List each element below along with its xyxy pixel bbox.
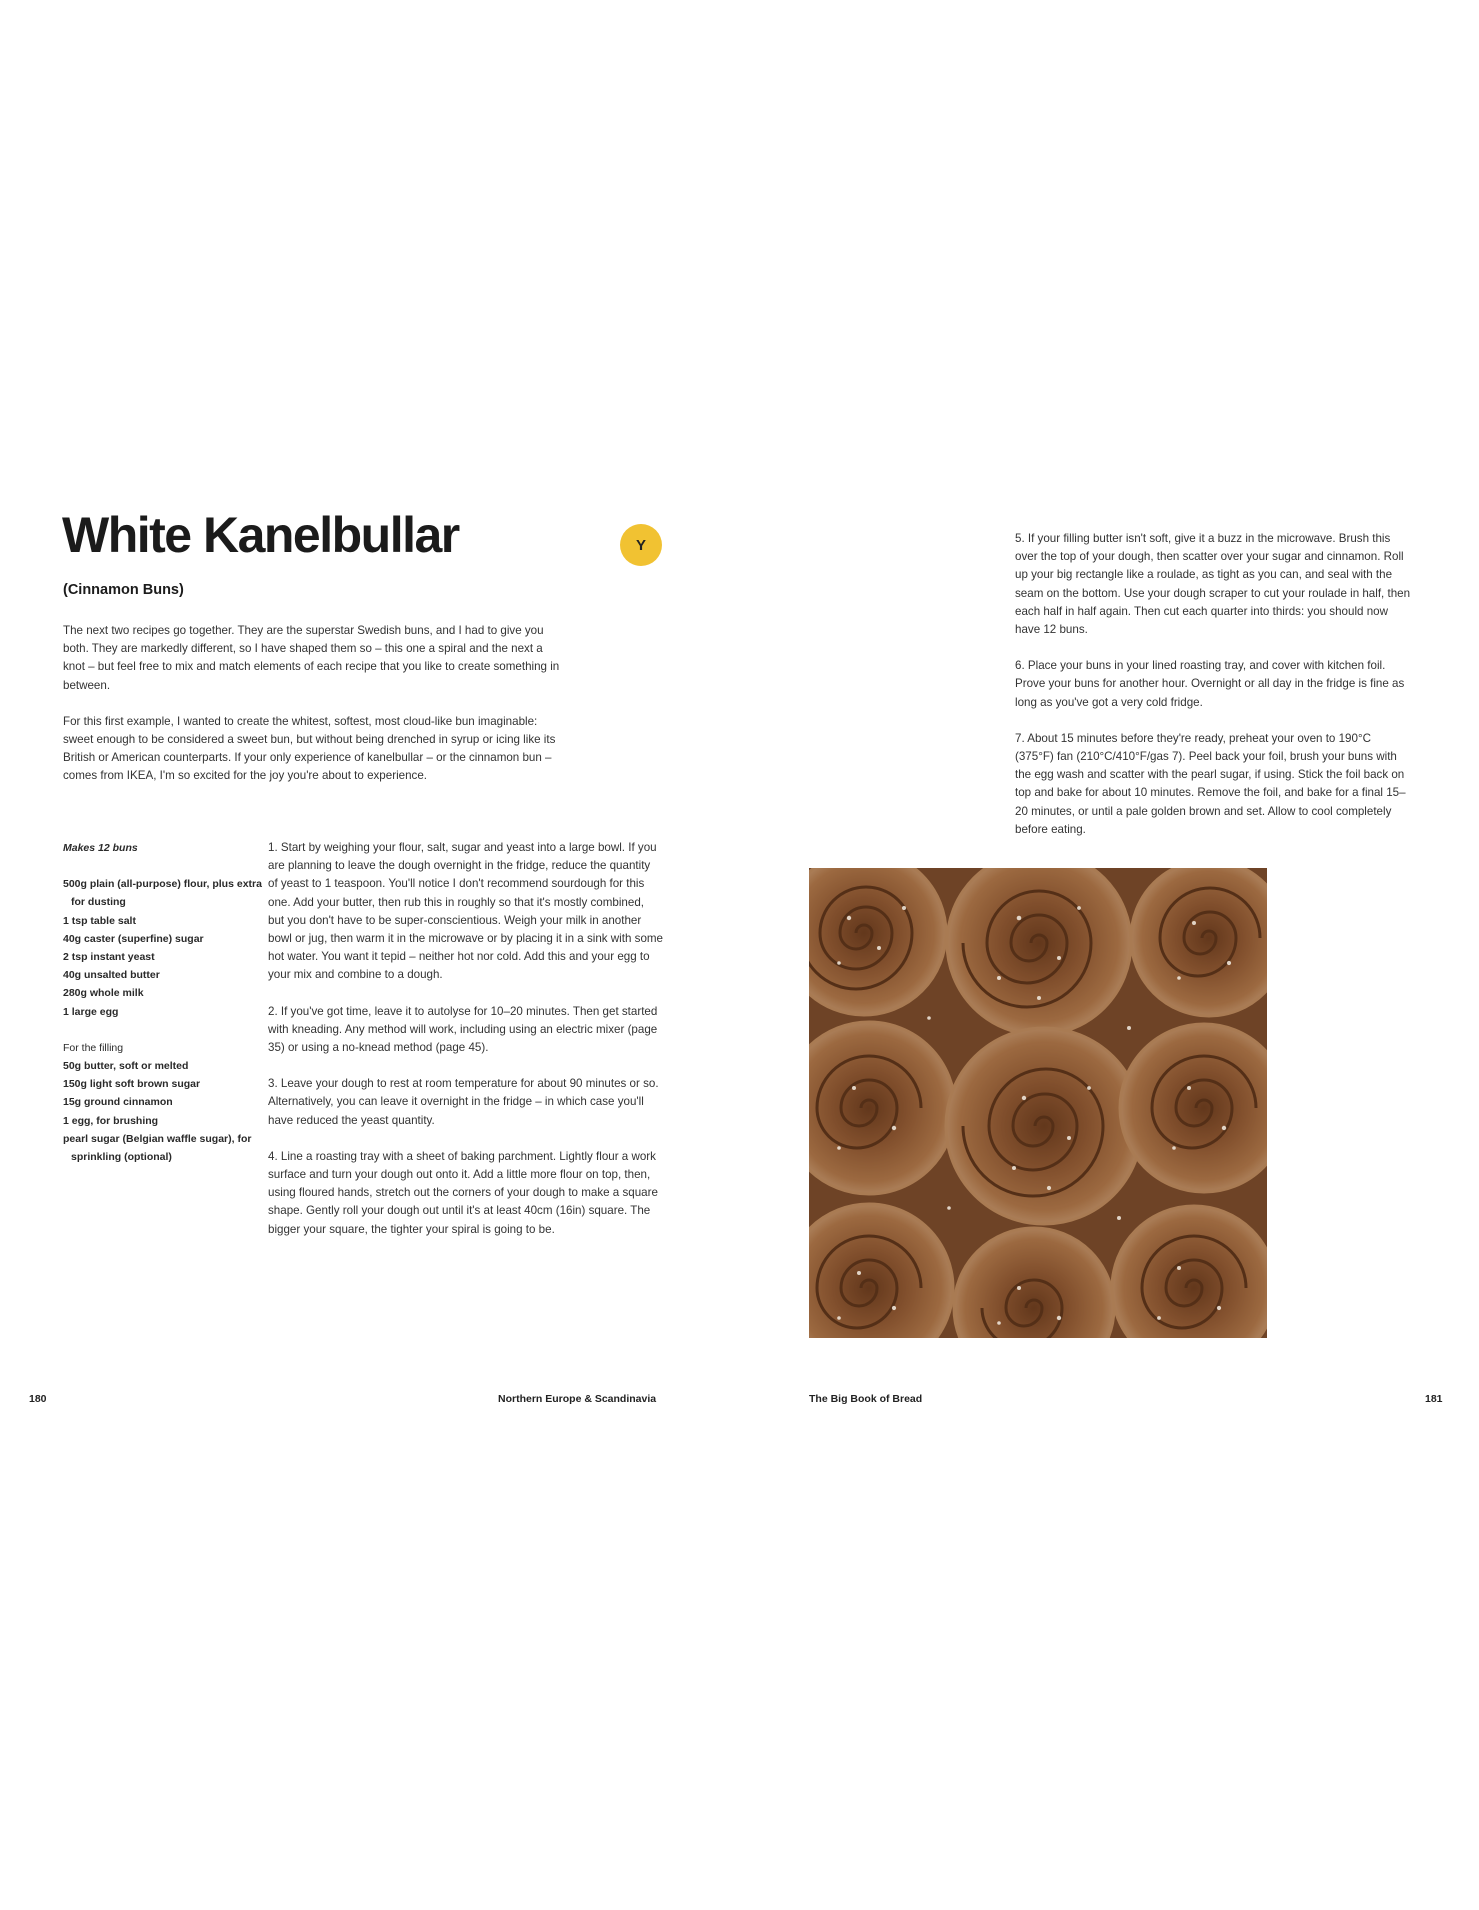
ingredient-item: pearl sugar (Belgian waffle sugar), for sprinkling (optional): [63, 1132, 252, 1164]
book-title: The Big Book of Bread: [809, 1393, 923, 1405]
intro-paragraph: For this first example, I wanted to create the whitest, softest, most cloud-like bun imaginable: sweet enough to be considered a sweet bun, but without being drenched in syrup or icing like its British or American counterparts. If your only experience of kanelbullar – or the cinnamon bun – comes from IKEA, I'm so excited for the joy you're about to experience.: [63, 714, 556, 783]
ingredient-item: 15g ground cinnamon: [63, 1096, 173, 1109]
section-title: Northern Europe & Scandinavia: [498, 1393, 657, 1405]
method-step: 3. Leave your dough to rest at room temperature for about 90 minutes or so. Alternatively, you can leave it overnight in the fridge – in which case you'll have reduced the yeast quantity.: [268, 1077, 659, 1127]
intro-text: [63, 622, 563, 804]
filling-label: For the filling: [63, 1041, 124, 1054]
method-step: 2. If you've got time, leave it to autolyse for 10–20 minutes. Then get started with kneading. Any method will work, including using an electric mixer (page 35) or using a no-knead method (page 45).: [268, 1004, 658, 1055]
ingredient-item: 1 large egg: [63, 1005, 119, 1018]
ingredient-item: 50g butter, soft or melted: [63, 1060, 189, 1073]
ingredient-item: 2 tsp instant yeast: [63, 951, 155, 964]
method-step: 1. Start by weighing your flour, salt, sugar and yeast into a large bowl. If you are planning to leave the dough overnight in the fridge, reduce the quantity of yeast to 1 teaspoon. You'll notice I don't recommend sourdough for this one. Add your butter, then rub this in roughly so that it's mostly combined, but you don't have to be super-conscientious. Weigh your milk in another bowl or jug, then warm it in the microwave or by placing it in a sink with some hot water. You want it tepid – neither hot nor cold. Add this and your egg to your mix and combine to a dough.: [268, 841, 663, 982]
ingredients-list: [63, 839, 263, 1166]
page-number-left: 180: [29, 1393, 47, 1405]
yield-label: Makes 12 buns: [63, 842, 138, 854]
method-steps-right: [1015, 530, 1411, 857]
ingredient-item: 1 egg, for brushing: [63, 1114, 159, 1127]
method-steps-left: [268, 839, 663, 1257]
intro-paragraph: The next two recipes go together. They are the superstar Swedish buns, and I had to give you both. They are markedly different, so I have shaped them so – this one a spiral and the next a knot – but feel free to mix and match elements of each recipe that you like to create something in between.: [63, 624, 560, 692]
method-step: 5. If your filling butter isn't soft, give it a buzz in the microwave. Brush this over the top of your dough, then scatter over your sugar and cinnamon. Roll up your big rectangle like a roulade, as tight as you can, and seal with the seam on the bottom. Use your dough scraper to cut your roulade in half, then each half in half again. Then cut each quarter into thirds: you should now have 12 buns.: [1015, 532, 1411, 637]
method-step: 7. About 15 minutes before they're ready, preheat your oven to 190°C (375°F) fan (210°C/410°F/gas 7). Peel back your foil, brush your buns with the egg wash and scatter with the pearl sugar, if using. Stick the foil back on top and bake for about 10 minutes. Remove the foil, and bake for a final 15–20 minutes, or until a pale golden brown and set. Allow to cool completely before eating.: [1015, 731, 1406, 836]
ingredient-item: 280g whole milk: [63, 987, 144, 1000]
page-number-right: 181: [1425, 1393, 1443, 1405]
ingredient-item: 500g plain (all-purpose) flour, plus extra for dusting: [63, 878, 262, 909]
yeast-badge: Y: [620, 524, 662, 566]
ingredient-item: 40g caster (superfine) sugar: [63, 932, 204, 945]
ingredient-item: 40g unsalted butter: [63, 969, 160, 982]
cinnamon-buns-photo: [809, 868, 1267, 1338]
recipe-subtitle: (Cinnamon Buns): [63, 582, 184, 598]
ingredient-item: 1 tsp table salt: [63, 914, 136, 927]
recipe-title: White Kanelbullar: [62, 507, 459, 563]
method-step: 6. Place your buns in your lined roasting tray, and cover with kitchen foil. Prove your buns for another hour. Overnight or all day in the fridge is fine as long as you've got a very cold fridge.: [1015, 659, 1405, 709]
method-step: 4. Line a roasting tray with a sheet of baking parchment. Lightly flour a work surface and turn your dough out onto it. Add a little more flour on top, then, using floured hands, stretch out the corners of your dough to make a square shape. Gently roll your dough out until it's at least 40cm (16in) square. The bigger your square, the tighter your spiral is going to be.: [268, 1149, 658, 1236]
ingredient-item: 150g light soft brown sugar: [63, 1078, 201, 1091]
